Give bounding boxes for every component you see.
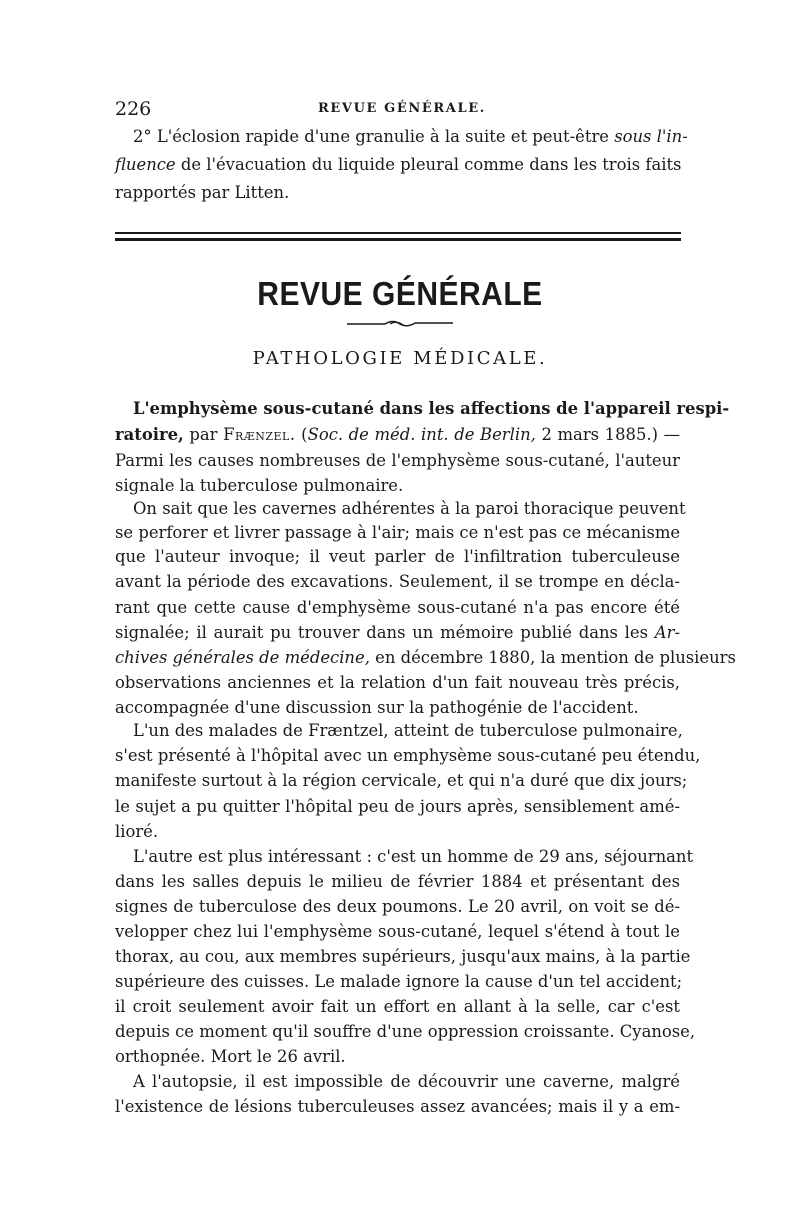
paragraph-1-line-1: On sait que les cavernes adhérentes à la paroi thoracique peuvent [133,499,686,518]
paragraph-3-line-1: L'autre est plus intéressant : c'est un homme de 29 ans, séjournant [133,847,694,866]
paragraph-3-line-8: depuis ce moment qu'il souffre d'une oppression croissante. Cyanose, [115,1022,696,1041]
paragraph-3-line-5: thorax, au cou, aux membres supérieurs, jusqu'aux mains, à la partie [115,947,691,966]
paragraph-1-line-6: signalée; il aurait pu trouver dans un mémoire publié dans les Ar- [115,623,680,642]
paragraph-1-line-5: rant que cette cause d'emphysème sous-cutané n'a pas encore été [115,598,680,617]
paragraph-3-line-7: il croit seulement avoir fait un effort en allant à la selle, car c'est [115,997,680,1016]
paragraph-3-line-2: dans les salles depuis le milieu de février 1884 et présentant des [115,872,680,891]
paragraph-3-line-4: velopper chez lui l'emphysème sous-cutané, lequel s'étend à tout le [115,922,680,941]
paragraph-1-line-8: observations anciennes et la relation d'un fait nouveau très précis, [115,673,680,692]
preceding-line-1: 2° L'éclosion rapide d'une granulie à la suite et peut-être sous l'in- [133,127,688,146]
paragraph-1-line-9: accompagnée d'une discussion sur la pathogénie de l'accident. [115,698,639,717]
page-number: 226 [115,98,152,120]
article-title-line-2: ratoire, par Frænzel. (Soc. de méd. int. de Berlin, 2 mars 1885.) — [115,425,681,444]
paragraph-1-line-3: que l'auteur invoque; il veut parler de l'infiltration tuberculeuse [115,547,680,566]
separator-rule-top [115,232,681,234]
paragraph-2-line-2: s'est présenté à l'hôpital avec un emphysème sous-cutané peu étendu, [115,746,701,765]
main-title: REVUE GÉNÉRALE [257,275,543,313]
paragraph-3-line-9: orthopnée. Mort le 26 avril. [115,1047,346,1066]
paragraph-4-line-1: A l'autopsie, il est impossible de découvrir une caverne, malgré [133,1072,680,1091]
paragraph-2-line-1: L'un des malades de Fræntzel, atteint de tuberculose pulmonaire, [133,721,683,740]
preceding-line-2: fluence de l'évacuation du liquide pleural comme dans les trois faits [115,155,682,174]
article-line-3: Parmi les causes nombreuses de l'emphysème sous-cutané, l'auteur [115,451,680,470]
paragraph-4-line-2: l'existence de lésions tuberculeuses assez avancées; mais il y a em- [115,1097,680,1116]
paragraph-1-line-4: avant la période des excavations. Seulement, il se trompe en décla- [115,572,680,591]
paragraph-1-line-7: chives générales de médecine, en décembre 1880, la mention de plusieurs [115,648,736,667]
article-title-line-1: L'emphysème sous-cutané dans les affections de l'appareil respi- [133,399,730,418]
preceding-line-3: rapportés par Litten. [115,183,290,202]
flourish-ornament [345,316,455,330]
paragraph-3-line-6: supérieure des cuisses. Le malade ignore la cause d'un tel accident; [115,972,683,991]
article-line-4: signale la tuberculose pulmonaire. [115,476,404,495]
paragraph-2-line-3: manifeste surtout à la région cervicale, et qui n'a duré que dix jours; [115,771,688,790]
running-title: REVUE GÉNÉRALE. [318,101,486,116]
section-title: PATHOLOGIE MÉDICALE. [252,348,548,369]
paragraph-2-line-4: le sujet a pu quitter l'hôpital peu de jours après, sensiblement amé- [115,797,680,816]
separator-rule-bottom [115,238,681,241]
paragraph-3-line-3: signes de tuberculose des deux poumons. Le 20 avril, on voit se dé- [115,897,680,916]
paragraph-2-line-5: lioré. [115,822,159,841]
paragraph-1-line-2: se perforer et livrer passage à l'air; mais ce n'est pas ce mécanisme [115,523,681,542]
